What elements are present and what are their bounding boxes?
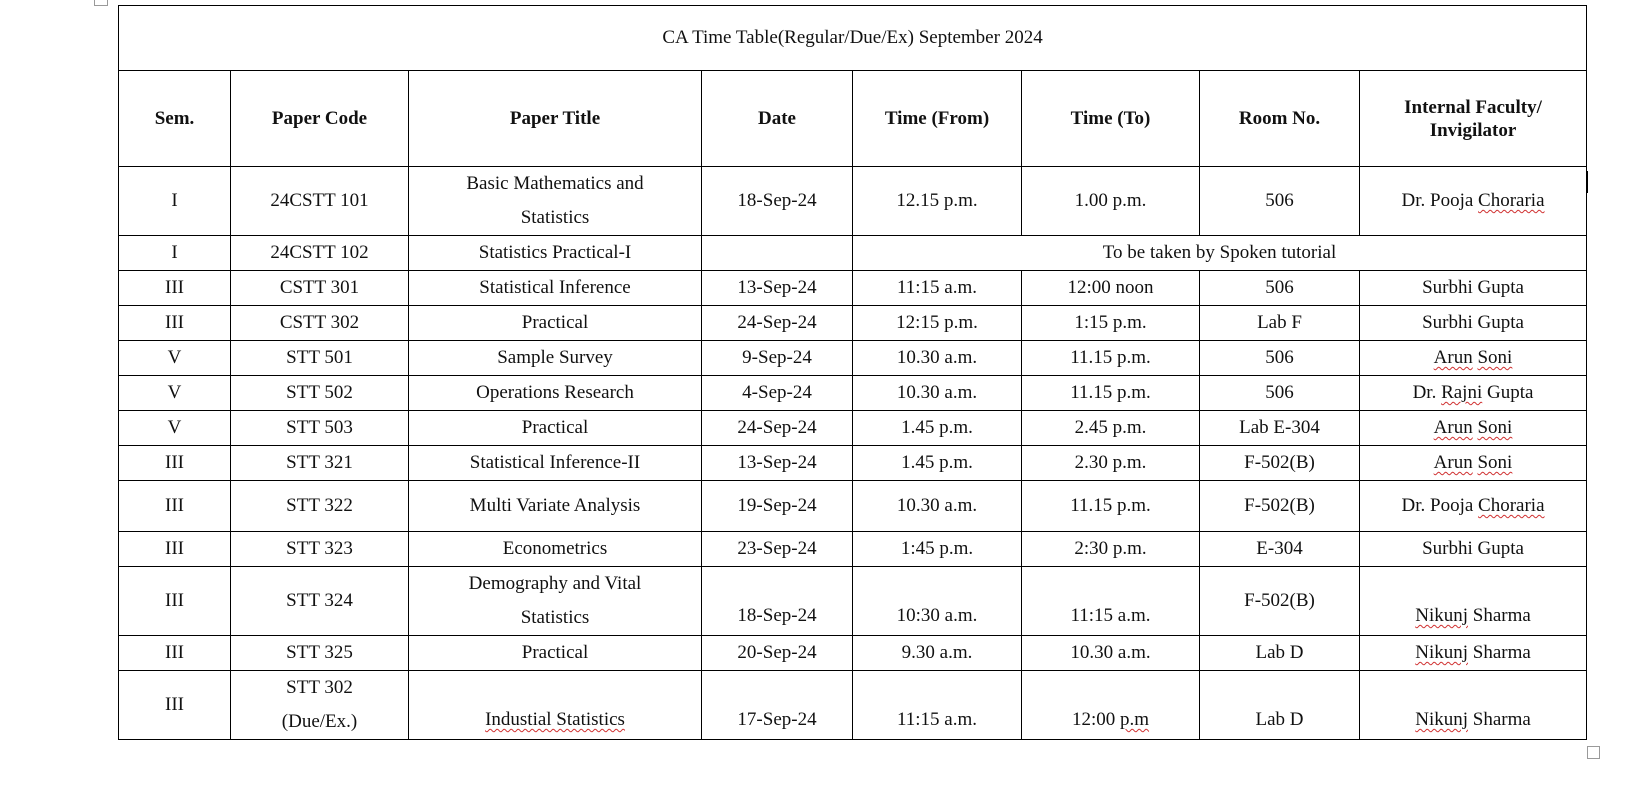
timetable <box>118 5 1587 740</box>
cell-sem: III <box>119 271 231 306</box>
table-row <box>119 636 1587 671</box>
cell-from: 11:15 a.m. <box>853 671 1022 740</box>
cell-code: 24CSTT 102 <box>231 236 409 271</box>
cell-to: 1:15 p.m. <box>1022 306 1200 341</box>
cell-faculty <box>1360 446 1587 481</box>
cell-code-line2: (Due/Ex.) <box>281 711 358 732</box>
faculty-last: Gupta <box>1487 382 1534 403</box>
cell-title <box>409 567 702 636</box>
cell-from: 1.45 p.m. <box>853 411 1022 446</box>
cell-date: 4-Sep-24 <box>702 376 853 411</box>
header-faculty-line2: Invigilator <box>1429 119 1517 141</box>
cell-title: Statistics Practical-I <box>409 236 702 271</box>
header-time-from: Time (From) <box>853 71 1022 167</box>
table-row <box>119 532 1587 567</box>
cell-title: Operations Research <box>409 376 702 411</box>
cell-room: F-502(B) <box>1200 567 1360 636</box>
cell-from: 10.30 a.m. <box>853 376 1022 411</box>
cell-title-line2: Statistics <box>520 607 590 628</box>
table-row <box>119 167 1587 236</box>
cell-code: STT 503 <box>231 411 409 446</box>
cell-room: 506 <box>1200 341 1360 376</box>
cell-code: STT 325 <box>231 636 409 671</box>
cell-from: 10:30 a.m. <box>853 567 1022 636</box>
cell-sem: III <box>119 636 231 671</box>
cell-room: Lab D <box>1200 671 1360 740</box>
text-cursor <box>1587 171 1588 193</box>
cell-faculty: Surbhi Gupta <box>1360 306 1587 341</box>
table-move-handle[interactable] <box>94 0 108 6</box>
cell-sem: III <box>119 671 231 740</box>
cell-sem: III <box>119 481 231 532</box>
faculty-first: Arun <box>1433 452 1473 473</box>
cell-title: Practical <box>409 411 702 446</box>
cell-sem: V <box>119 341 231 376</box>
cell-title: Econometrics <box>409 532 702 567</box>
cell-title: Practical <box>409 306 702 341</box>
cell-code: STT 322 <box>231 481 409 532</box>
cell-room: Lab F <box>1200 306 1360 341</box>
cell-faculty <box>1360 481 1587 532</box>
faculty-last: Soni <box>1477 347 1513 368</box>
cell-date: 13-Sep-24 <box>702 446 853 481</box>
faculty-surname: Choraria <box>1478 495 1545 516</box>
table-row <box>119 481 1587 532</box>
header-time-to: Time (To) <box>1022 71 1200 167</box>
cell-title-line2: Statistics <box>520 207 590 228</box>
table-row <box>119 236 1587 271</box>
cell-from: 9.30 a.m. <box>853 636 1022 671</box>
cell-room: E-304 <box>1200 532 1360 567</box>
cell-to: 11.15 p.m. <box>1022 341 1200 376</box>
cell-room: Lab E-304 <box>1200 411 1360 446</box>
cell-date: 17-Sep-24 <box>702 671 853 740</box>
faculty-first: Arun <box>1433 347 1473 368</box>
faculty-last: Sharma <box>1472 605 1531 626</box>
cell-faculty <box>1360 376 1587 411</box>
cell-title: Practical <box>409 636 702 671</box>
cell-title-text: Industial Statistics <box>485 709 625 730</box>
cell-sem: III <box>119 567 231 636</box>
cell-from: 11:15 a.m. <box>853 271 1022 306</box>
cell-faculty <box>1360 411 1587 446</box>
cell-title: Statistical Inference <box>409 271 702 306</box>
cell-to: 11.15 p.m. <box>1022 376 1200 411</box>
table-row <box>119 411 1587 446</box>
faculty-last: Sharma <box>1472 642 1531 663</box>
table-row <box>119 341 1587 376</box>
cell-sem: III <box>119 306 231 341</box>
cell-room: 506 <box>1200 376 1360 411</box>
cell-date: 24-Sep-24 <box>702 411 853 446</box>
cell-date: 13-Sep-24 <box>702 271 853 306</box>
cell-room: Lab D <box>1200 636 1360 671</box>
faculty-first: Nikunj <box>1415 642 1468 663</box>
table-row <box>119 376 1587 411</box>
cell-to: 11:15 a.m. <box>1022 567 1200 636</box>
table-row <box>119 671 1587 740</box>
header-sem: Sem. <box>119 71 231 167</box>
cell-code <box>231 671 409 740</box>
cell-faculty: Surbhi Gupta <box>1360 271 1587 306</box>
cell-title: Sample Survey <box>409 341 702 376</box>
table-title: CA Time Table(Regular/Due/Ex) September 2024 <box>119 6 1587 71</box>
cell-title <box>409 167 702 236</box>
cell-to: 2.45 p.m. <box>1022 411 1200 446</box>
cell-title: Statistical Inference-II <box>409 446 702 481</box>
cell-sem: III <box>119 446 231 481</box>
cell-faculty <box>1360 671 1587 740</box>
faculty-prefix: Dr. Pooja <box>1401 495 1474 516</box>
cell-date: 20-Sep-24 <box>702 636 853 671</box>
cell-to: 12:00 noon <box>1022 271 1200 306</box>
cell-code-line1: STT 302 <box>286 677 353 698</box>
cell-to: 11.15 p.m. <box>1022 481 1200 532</box>
faculty-first: Rajni <box>1441 382 1483 403</box>
faculty-last: Sharma <box>1472 709 1531 730</box>
cell-code: 24CSTT 101 <box>231 167 409 236</box>
cell-date <box>702 236 853 271</box>
cell-sem: V <box>119 411 231 446</box>
cell-faculty: Surbhi Gupta <box>1360 532 1587 567</box>
cell-faculty <box>1360 567 1587 636</box>
cell-to: 10.30 a.m. <box>1022 636 1200 671</box>
cell-from: 1.45 p.m. <box>853 446 1022 481</box>
cell-note: To be taken by Spoken tutorial <box>853 236 1587 271</box>
faculty-surname: Choraria <box>1478 190 1545 211</box>
cell-code: STT 324 <box>231 567 409 636</box>
cell-title-line1: Basic Mathematics and <box>466 173 644 194</box>
cell-code: CSTT 302 <box>231 306 409 341</box>
cell-to-suffix: p.m <box>1120 709 1150 730</box>
cell-from: 10.30 a.m. <box>853 481 1022 532</box>
faculty-prefix: Dr. <box>1412 382 1437 403</box>
cell-title-line1: Demography and Vital <box>468 573 642 594</box>
cell-code: STT 321 <box>231 446 409 481</box>
cell-room: F-502(B) <box>1200 446 1360 481</box>
table-row <box>119 567 1587 636</box>
faculty-last: Soni <box>1477 452 1513 473</box>
cell-sem: I <box>119 236 231 271</box>
cell-faculty <box>1360 636 1587 671</box>
cell-room: F-502(B) <box>1200 481 1360 532</box>
cell-faculty <box>1360 167 1587 236</box>
cell-faculty <box>1360 341 1587 376</box>
cell-to: 2:30 p.m. <box>1022 532 1200 567</box>
cell-code: STT 501 <box>231 341 409 376</box>
cell-to: 1.00 p.m. <box>1022 167 1200 236</box>
table-row <box>119 446 1587 481</box>
cell-from: 12:15 p.m. <box>853 306 1022 341</box>
faculty-first: Nikunj <box>1415 709 1468 730</box>
cell-sem: I <box>119 167 231 236</box>
table-row <box>119 306 1587 341</box>
cell-date: 18-Sep-24 <box>702 567 853 636</box>
cell-from: 1:45 p.m. <box>853 532 1022 567</box>
cell-to-time: 12:00 <box>1071 709 1116 730</box>
faculty-first: Arun <box>1433 417 1473 438</box>
cell-from: 12.15 p.m. <box>853 167 1022 236</box>
title-row <box>119 6 1587 71</box>
cell-date: 9-Sep-24 <box>702 341 853 376</box>
header-paper-code: Paper Code <box>231 71 409 167</box>
cell-date: 19-Sep-24 <box>702 481 853 532</box>
faculty-first: Nikunj <box>1415 605 1468 626</box>
cell-from: 10.30 a.m. <box>853 341 1022 376</box>
cell-to <box>1022 671 1200 740</box>
header-room-no: Room No. <box>1200 71 1360 167</box>
cell-date: 18-Sep-24 <box>702 167 853 236</box>
header-paper-title: Paper Title <box>409 71 702 167</box>
faculty-prefix: Dr. Pooja <box>1401 190 1474 211</box>
cell-code: STT 323 <box>231 532 409 567</box>
cell-room: 506 <box>1200 167 1360 236</box>
header-faculty <box>1360 71 1587 167</box>
cell-code: CSTT 301 <box>231 271 409 306</box>
cell-sem: V <box>119 376 231 411</box>
faculty-last: Soni <box>1477 417 1513 438</box>
cell-room: 506 <box>1200 271 1360 306</box>
header-date: Date <box>702 71 853 167</box>
cell-to: 2.30 p.m. <box>1022 446 1200 481</box>
cell-title: Multi Variate Analysis <box>409 481 702 532</box>
table-row <box>119 271 1587 306</box>
cell-sem: III <box>119 532 231 567</box>
header-row <box>119 71 1587 167</box>
table-resize-handle[interactable] <box>1587 746 1600 759</box>
header-faculty-line1: Internal Faculty/ <box>1404 96 1542 118</box>
cell-date: 24-Sep-24 <box>702 306 853 341</box>
cell-date: 23-Sep-24 <box>702 532 853 567</box>
cell-title <box>409 671 702 740</box>
cell-code: STT 502 <box>231 376 409 411</box>
